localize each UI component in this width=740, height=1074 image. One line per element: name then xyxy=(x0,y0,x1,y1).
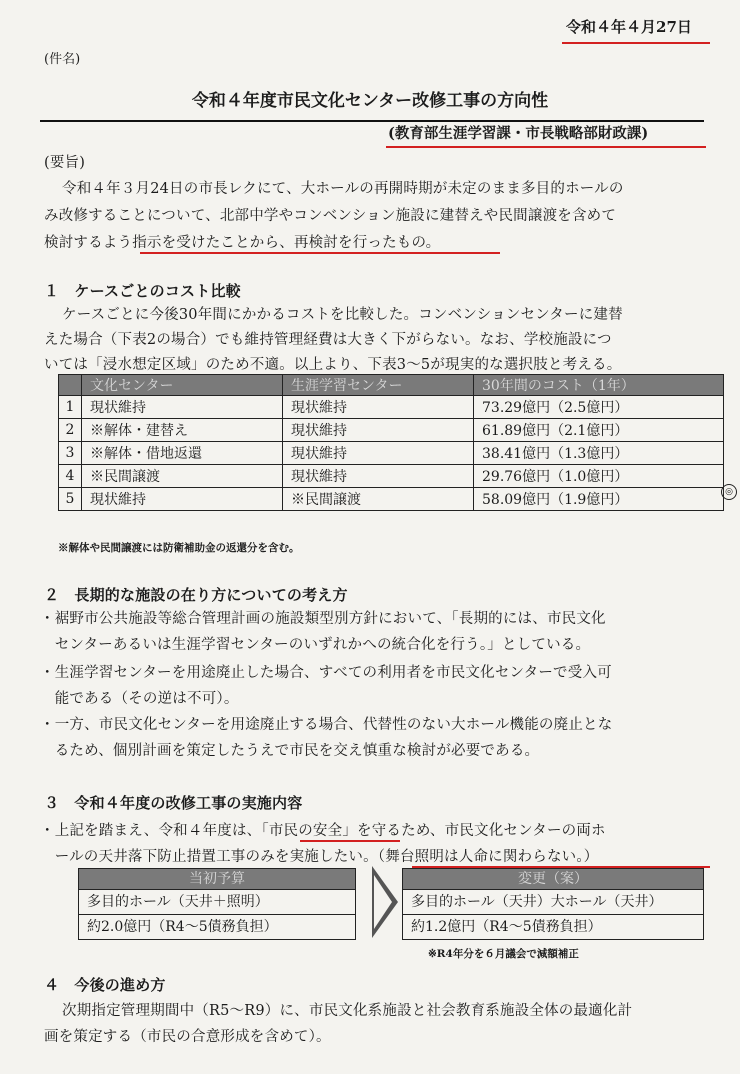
section3-line-1: ・上記を踏まえ、令和４年度は、「市民の安全」を守るため、市民文化センターの両ホ xyxy=(40,823,606,839)
section2-line-4: 能である（その逆は不可）。 xyxy=(40,691,239,707)
revised-plan-header: 変更（案） xyxy=(403,869,703,890)
section2-line-5: ・一方、市民文化センターを用途廃止する場合、代替性のない大ホール機能の廃止とな xyxy=(40,717,613,733)
table-footnote: ※解体や民間譲渡には防衛補助金の返還分を含む。 xyxy=(58,542,300,554)
initial-budget-cost: 約2.0億円（R4〜5債務負担） xyxy=(87,919,278,935)
summary-underline xyxy=(140,252,500,254)
table-row xyxy=(59,419,724,442)
section3-line-2: ールの天井落下防止措置工事のみを実施したい。（舞台照明は人命に関わらない。） xyxy=(40,849,599,865)
table-row xyxy=(59,488,724,511)
revised-plan-scope: 多目的ホール（天井）大ホール（天井） xyxy=(403,890,703,915)
cost-comparison-table xyxy=(58,374,724,511)
table-header-cell xyxy=(59,375,82,396)
section2-line-2: センターあるいは生涯学習センターのいずれかへの統合化を行う。」としている。 xyxy=(40,637,591,653)
section1-line-3: いては「浸水想定区域」のため不適。以上より、下表3〜5が現実的な選択肢と考える。 xyxy=(44,357,622,373)
table-cell: ※民間譲渡 xyxy=(283,488,474,511)
department-label: (教育部生涯学習課・市長戦略部財政課) xyxy=(388,125,649,142)
revision-note: ※R4年分を６月議会で減額補正 xyxy=(428,948,579,960)
table-header-row xyxy=(59,375,724,396)
table-cell: 現状維持 xyxy=(82,488,283,511)
document-title: 令和４年度市民文化センター改修工事の方向性 xyxy=(191,91,549,111)
safety-underline xyxy=(300,840,400,842)
table-cell: 現状維持 xyxy=(283,465,474,488)
table-cell: 38.41億円（1.3億円） xyxy=(474,442,724,465)
section2-line-6: るため、個別計画を策定したうえで市民を交え慎重な検討が必要である。 xyxy=(40,743,540,759)
subject-label: (件名) xyxy=(44,52,81,67)
table-cell: 29.76億円（1.0億円） xyxy=(474,465,724,488)
initial-budget-scope: 多目的ホール（天井＋照明） xyxy=(79,890,355,915)
table-cell: 4 xyxy=(59,465,82,488)
table-cell: ※解体・借地返還 xyxy=(82,442,283,465)
table-row xyxy=(59,465,724,488)
section2-line-1: ・裾野市公共施設等総合管理計画の施設類型別方針において、「長期的には、市民文化 xyxy=(40,611,606,627)
table-cell: ※解体・建替え xyxy=(82,419,283,442)
table-cell: 2 xyxy=(59,419,82,442)
table-row xyxy=(59,396,724,419)
summary-line-3: 検討するよう指示を受けたことから、再検討を行ったもの。 xyxy=(44,235,441,251)
table-header-cell: 30年間のコスト（1年） xyxy=(474,375,724,396)
table-cell: 3 xyxy=(59,442,82,465)
summary-label: (要旨) xyxy=(44,155,86,171)
table-cell: 61.89億円（2.1億円） xyxy=(474,419,724,442)
table-cell: ※民間譲渡 xyxy=(82,465,283,488)
summary-line-1: 令和４年３月24日の市長レクにて、大ホールの再開時期が未定のまま多目的ホールの xyxy=(62,181,624,197)
section3-heading: ３ 令和４年度の改修工事の実施内容 xyxy=(44,794,303,812)
revised-plan-box xyxy=(402,868,704,940)
arrow-right-icon-inner xyxy=(374,875,392,929)
table-cell: 58.09億円（1.9億円） xyxy=(474,488,724,511)
section4-heading: ４ 今後の進め方 xyxy=(44,976,166,994)
table-cell: 1 xyxy=(59,396,82,419)
table-header-cell: 生涯学習センター xyxy=(283,375,474,396)
section1-line-2: えた場合（下表2の場合）でも維持管理経費は大きく下がらない。なお、学校施設につ xyxy=(44,332,612,348)
double-circle-mark: ◎ xyxy=(721,484,737,500)
department-underline xyxy=(386,146,706,148)
section4-line-2: 画を策定する（市民の合意形成を含めて）。 xyxy=(44,1029,331,1045)
table-header-cell: 文化センター xyxy=(82,375,283,396)
table-cell: 73.29億円（2.5億円） xyxy=(474,396,724,419)
table-cell: 現状維持 xyxy=(283,442,474,465)
section4-line-1: 次期指定管理期間中（R5〜R9）に、市民文化系施設と社会教育系施設全体の最適化計 xyxy=(62,1003,633,1019)
section2-heading: ２ 長期的な施設の在り方についての考え方 xyxy=(44,586,348,604)
table-cell: 5 xyxy=(59,488,82,511)
date-underline xyxy=(562,42,710,44)
revised-plan-cost: 約1.2億円（R4〜5債務負担） xyxy=(411,919,602,935)
initial-budget-box xyxy=(78,868,356,940)
table-cell: 現状維持 xyxy=(82,396,283,419)
table-cell: 現状維持 xyxy=(283,419,474,442)
summary-line-2: み改修することについて、北部中学やコンベンション施設に建替えや民間譲渡を含めて xyxy=(44,208,617,224)
section2-line-3: ・生涯学習センターを用途廃止した場合、すべての利用者を市民文化センターで受入可 xyxy=(40,665,612,681)
table-row xyxy=(59,442,724,465)
table-cell: 現状維持 xyxy=(283,396,474,419)
initial-budget-header: 当初予算 xyxy=(79,869,355,890)
section1-line-1: ケースごとに今後30年間にかかるコストを比較した。コンベンションセンターに建替 xyxy=(62,307,623,323)
section1-heading: １ ケースごとのコスト比較 xyxy=(44,282,241,300)
document-date: 令和４年４月27日 xyxy=(566,18,692,36)
